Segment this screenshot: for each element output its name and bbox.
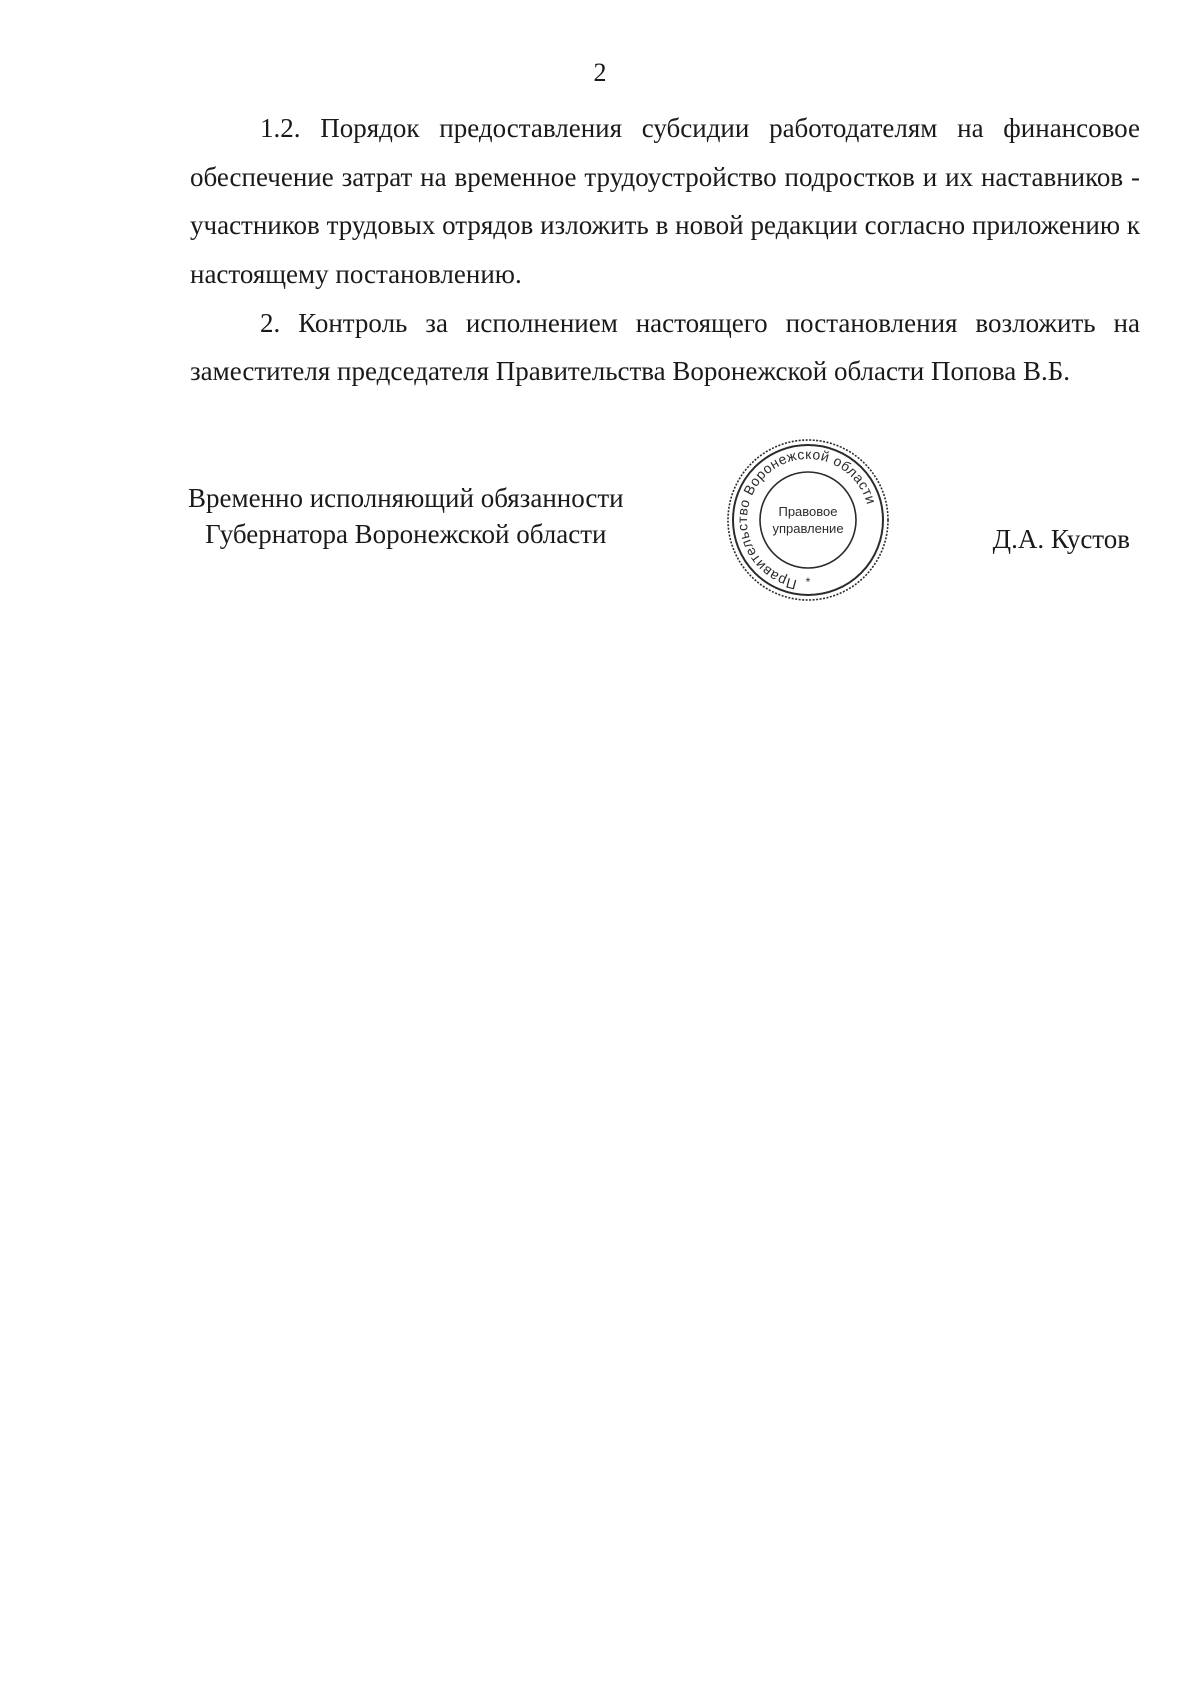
paragraph-2: 2. Контроль за исполнением настоящего постановления возложить на заместителя председателя Правительства Воронежской области Попова В.Б. [190,307,1140,386]
document-body [190,104,1140,396]
seal-star: * [805,575,811,589]
seal-ring-text: Правительство Воронежской области [733,445,880,593]
signature-position-line1: Временно исполняющий обязанности [188,483,624,513]
signature-position-line2: Губернатора Воронежской области [205,519,607,549]
paragraph-1-2: 1.2. Порядок предоставления субсидии работодателям на финансовое обеспечение затрат на временное трудоустройство подростков и их наставников - участников трудовых отрядов изложить в новой редакции согласно приложению к настоящему постановлению. [190,113,1140,289]
signatory-name: Д.А. Кустов [992,524,1130,554]
seal-center-line2: управление [772,521,844,536]
official-seal [726,438,890,602]
signature-position [188,480,624,552]
page-number: 2 [593,58,607,87]
seal-center-line1: Правовое [778,504,838,519]
